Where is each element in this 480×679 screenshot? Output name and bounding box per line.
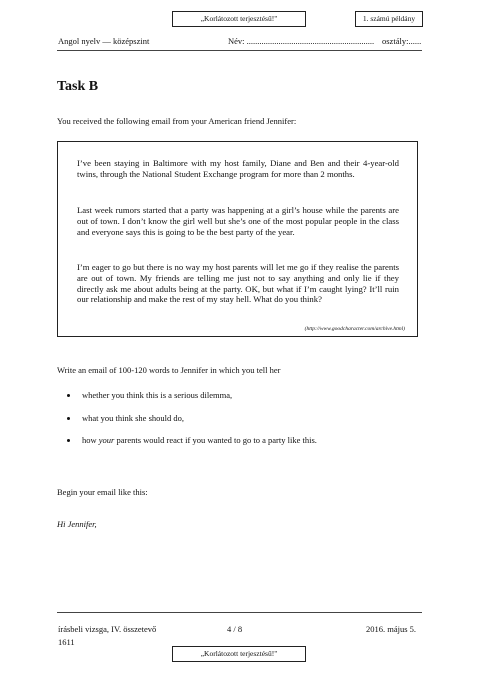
bullet-dot xyxy=(67,439,70,442)
task-title: Task B xyxy=(57,79,99,94)
subject-label: Angol nyelv — középszint xyxy=(58,36,150,46)
exam-code: 1611 xyxy=(58,637,75,647)
salutation: Hi Jennifer, xyxy=(57,519,97,529)
bullet-dot xyxy=(67,394,70,397)
email-paragraph: Last week rumors started that a party was happening at a girl’s house while the parents are out of town. I don’t know the girl well but she’s one of the most popular people in the class and everyone says this is going to be the best party of the year. xyxy=(77,205,399,237)
bullet-item: how your parents would react if you wanted to go to a party like this. xyxy=(82,435,317,445)
bullet-dot xyxy=(67,417,70,420)
email-paragraph: I’ve been staying in Baltimore with my host family, Diane and Ben and their 4-year-old twins, through the National Student Exchange program for more than 2 months. xyxy=(77,158,399,179)
bullet-item: whether you think this is a serious dilemma, xyxy=(82,390,233,400)
bullet-item: what you think she should do, xyxy=(82,413,184,423)
class-field: osztály:...... xyxy=(382,36,422,46)
email-paragraph: I’m eager to go but there is no way my host parents will let me go if they realise the parents are out of town. My friends are telling me just not to say anything and only lie if they directly ask me about adults being at the party. OK, but what if I’m caught lying? It’ll ruin our relationship and make the rest of my stay hell. What do you think? xyxy=(77,262,399,305)
email-box xyxy=(57,141,418,337)
copy-number-label: 1. számú példány xyxy=(355,11,423,27)
name-field: Név: ............................................................ xyxy=(228,36,375,46)
restricted-distribution-label: „Korlátozott terjesztésű!" xyxy=(172,11,306,27)
exam-label: írásbeli vizsga, IV. összetevő xyxy=(58,624,157,634)
exam-date: 2016. május 5. xyxy=(366,624,417,634)
emphasis: your xyxy=(98,435,115,445)
email-source: (http://www.goodcharacter.com/archive.html) xyxy=(304,326,405,332)
instructions-lead: Write an email of 100-120 words to Jennifer in which you tell her xyxy=(57,365,281,375)
bullet-list xyxy=(67,390,407,450)
header-rule xyxy=(57,50,422,51)
footer-rule xyxy=(57,612,422,613)
begin-instruction: Begin your email like this: xyxy=(57,487,148,497)
restricted-distribution-label: „Korlátozott terjesztésű!" xyxy=(172,646,306,662)
page-number: 4 / 8 xyxy=(227,624,243,634)
task-intro: You received the following email from your American friend Jennifer: xyxy=(57,116,297,126)
